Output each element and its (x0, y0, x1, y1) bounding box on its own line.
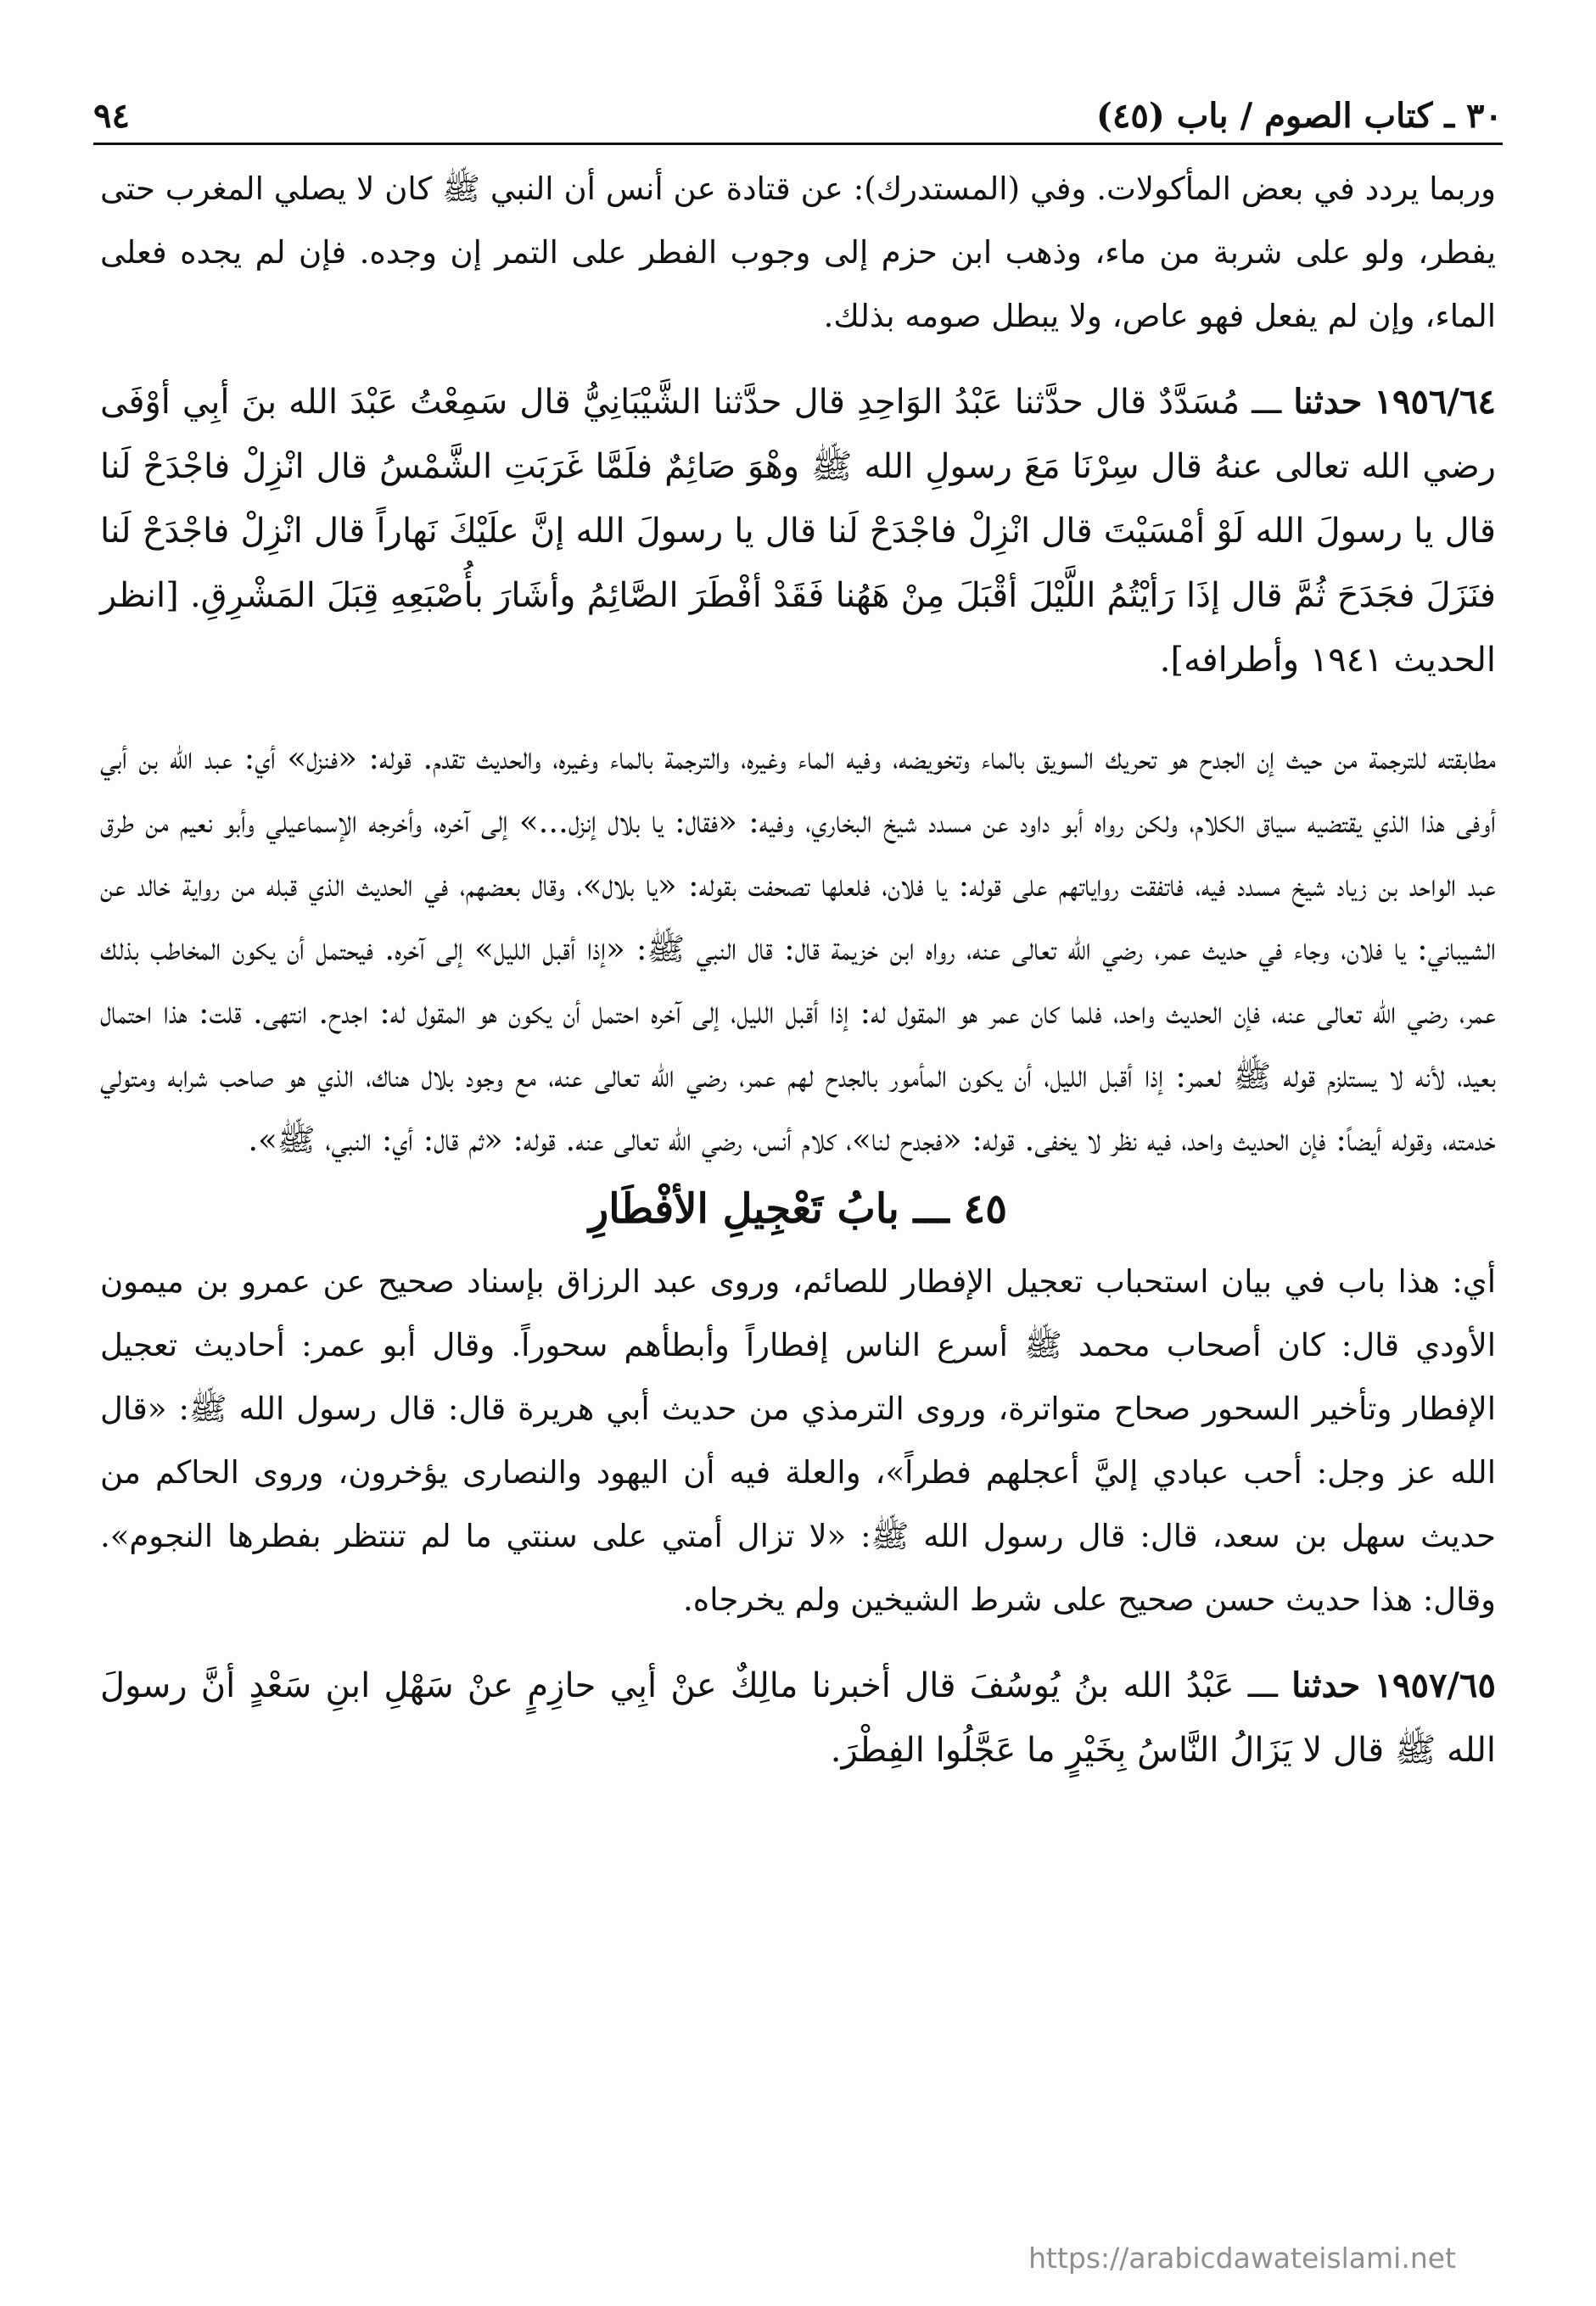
chapter-commentary: أي: هذا باب في بيان استحباب تعجيل الإفطار للصائم، وروى عبد الرزاق بإسناد صحيح عن عمرو بن ميمون الأودي قال: كان أصحاب محمد ﷺ أسرع الناس إفطاراً وأبطأهم سحوراً. وقال أبو عمر: أحاديث تعجيل الإفطار وتأخير السحور صحاح متواترة، وروى الترمذي من حديث أبي هريرة قال: قال رسول الله ﷺ: «قال الله عز وجل: أحب عبادي إليَّ أعجلهم فطراً»، والعلة فيه أن اليهود والنصارى يؤخرون، وروى الحاكم من حديث سهل بن سعد، قال: قال رسول الله ﷺ: «لا تزال أمتي على سنتي ما لم تنتظر بفطرها النجوم». وقال: هذا حديث حسن صحيح على شرط الشيخين ولم يخرجاه. (100, 1263, 1496, 1618)
hadith-64: ١٩٥٦/٦٤ حدثنا ـــ مُسَدَّدٌ قال حدَّثنا عَبْدُ الوَاحِدِ قال حدَّثنا الشَّيْبَانِيُّ قال سَمِعْتُ عَبْدَ الله بنَ أبِي أوْفَى رضي الله تعالى عنهُ قال سِرْنَا مَعَ رسولِ الله ﷺ وهْوَ صَائِمٌ فلَمَّا غَرَبَتِ الشَّمْسُ قال انْزِلْ فاجْدَحْ لَنا قال يا رسولَ الله لَوْ أمْسَيْتَ قال انْزِلْ فاجْدَحْ لَنا قال يا رسولَ الله إنَّ علَيْكَ نَهاراً قال انْزِلْ فاجْدَحْ لَنا فنَزَلَ فجَدَحَ ثُمَّ قال إذَا رَأيْتُمُ اللَّيْلَ أقْبَلَ مِنْ هَهُنا فَقَدْ أفْطَرَ الصَّائِمُ وأشَارَ بأُصْبَعِهِ قِبَلَ المَشْرِقِ. [انظر الحديث ١٩٤١ وأطرافه]. (100, 382, 1497, 680)
hadith-text: مُسَدَّدٌ قال حدَّثنا عَبْدُ الوَاحِدِ قال حدَّثنا الشَّيْبَانِيُّ قال سَمِعْتُ عَبْدَ الله بنَ أبِي أوْفَى رضي الله تعالى عنهُ قال سِرْنَا مَعَ رسولِ الله ﷺ وهْوَ صَائِمٌ فلَمَّا غَرَبَتِ الشَّمْسُ قال انْزِلْ فاجْدَحْ لَنا قال يا رسولَ الله لَوْ أمْسَيْتَ قال انْزِلْ فاجْدَحْ لَنا قال يا رسولَ الله إنَّ علَيْكَ نَهاراً قال انْزِلْ فاجْدَحْ لَنا فنَزَلَ فجَدَحَ ثُمَّ قال إذَا رَأيْتُمُ اللَّيْلَ أقْبَلَ مِنْ هَهُنا فَقَدْ أفْطَرَ الصَّائِمُ وأشَارَ بأُصْبَعِهِ قِبَلَ المَشْرِقِ. (100, 383, 1497, 615)
hadith-tag: حدثنا (1291, 1665, 1361, 1705)
hadith-tag: حدثنا (1293, 382, 1363, 422)
page-number: ٩٤ (93, 96, 130, 136)
site-watermark: https://arabicdawateislami.net (1028, 2242, 1456, 2275)
hadith-text: عَبْدُ الله بنُ يُوسُفَ قال أخبرنا مالِكٌ عنْ أبِي حازِمٍ عنْ سَهْلِ ابنِ سَعْدٍ أنَّ رسولَ الله ﷺ قال لا يَزَالُ النَّاسُ بِخَيْرٍ ما عَجَّلُوا الفِطْرَ. (100, 1666, 1496, 1770)
intro-paragraph: وربما يردد في بعض المأكولات. وفي (المستدرك): عن قتادة عن أنس أن النبي ﷺ كان لا يصلي المغرب حتى يفطر، ولو على شربة من ماء، وذهب ابن حزم إلى وجوب الفطر على التمر إن وجده. فإن لم يجده فعلى الماء، وإن لم يفعل فهو عاص، ولا يبطل صومه بذلك. (100, 171, 1496, 334)
hadith-number: ١٩٥٧/٦٥ (1374, 1665, 1496, 1705)
chapter-title: ٤٥ ـــ بابُ تَعْجِيلِ الأفْطَارِ (589, 1185, 1007, 1233)
page-body (100, 157, 1496, 1816)
hadith-number: ١٩٥٦/٦٤ (1374, 382, 1496, 422)
page-header (93, 68, 1503, 136)
hadith-65: ١٩٥٧/٦٥ حدثنا ـــ عَبْدُ الله بنُ يُوسُفَ قال أخبرنا مالِكٌ عنْ أبِي حازِمٍ عنْ سَهْلِ ابنِ سَعْدٍ أنَّ رسولَ الله ﷺ قال لا يَزَالُ النَّاسُ بِخَيْرٍ ما عَجَّلُوا الفِطْرَ. (100, 1665, 1496, 1770)
hadith-64-commentary: مطابقته للترجمة من حيث إن الجدح هو تحريك السويق بالماء وتخويضه، وفيه الماء وغيره، والترجمة بالماء وغيره، والحديث تقدم. قوله: «فنزل» أي: عبد الله بن أبي أوفى هذا الذي يقتضيه سياق الكلام، ولكن رواه أبو داود عن مسدد شيخ البخاري، وفيه: «فقال: يا بلال إنزل...» إلى آخره، وأخرجه الإسماعيلي وأبو نعيم من طرق عبد الواحد بن زياد شيخ مسدد فيه، فاتفقت رواياتهم على قوله: يا فلان، فلعلها تصحفت بقوله: «يا بلال»، وقال بعضهم، في الحديث الذي قبله من رواية خالد عن الشيباني: يا فلان، وجاء في حديث عمر، رضي الله تعالى عنه، رواه ابن خزيمة قال: قال النبي ﷺ: «إذا أقبل الليل» إلى آخره. فيحتمل أن يكون المخاطب بذلك عمر، رضي الله تعالى عنه، فإن الحديث واحد، فلما كان عمر هو المقول له: إذا أقبل الليل، إلى آخره احتمل أن يكون هو المقول له: اجدح. انتهى. قلت: هذا احتمال بعيد، لأنه لا يستلزم قوله ﷺ لعمر: إذا أقبل الليل، أن يكون المأمور بالجدح لهم عمر، رضي الله تعالى عنه، مع وجود بلال هناك، الذي هو صاحب شرابه ومتولي خدمته، وقوله أيضاً: فإن الحديث واحد، فيه نظر لا يخفى. قوله: «فجدح لنا»، كلام أنس، رضي الله تعالى عنه. قوله: «ثم قال: أي: النبي، ﷺ». (100, 740, 1496, 1158)
header-divider (93, 143, 1503, 145)
running-title: ٣٠ ـ كتاب الصوم / باب (٤٥) (1095, 96, 1503, 136)
hadith-reference: [انظر الحديث ١٩٤١ وأطرافه]. (100, 576, 1496, 680)
